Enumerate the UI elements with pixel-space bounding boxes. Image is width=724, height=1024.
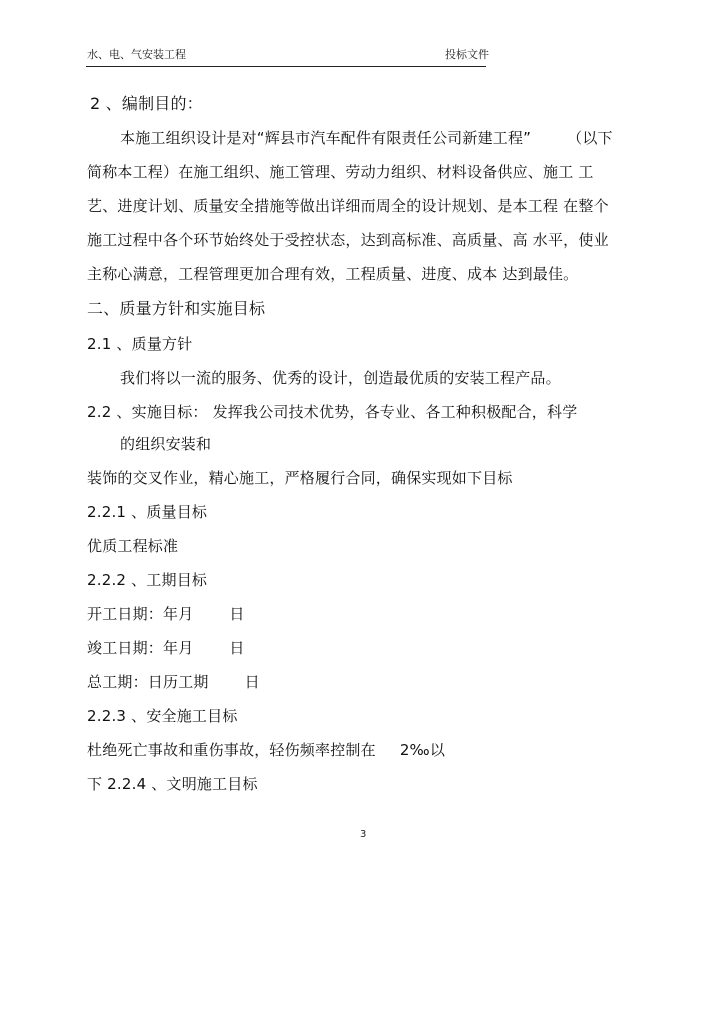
total-duration-label: 总工期：日历工期	[87, 673, 209, 691]
subsection-2-2-3-title: 2.2.3 、安全施工目标	[87, 707, 238, 725]
completion-date-label: 竣工日期：年月	[87, 639, 194, 657]
purpose-paragraph-line-3: 艺、进度计划、质量安全措施等做出详细而周全的设计规划、是本工程 在整个	[87, 197, 609, 215]
start-date-day: 日	[229, 605, 245, 623]
purpose-paragraph-line-4: 施工过程中各个环节始终处于受控状态，达到高标准、高质量、高 水平，使业	[87, 231, 609, 249]
completion-date-line	[87, 638, 245, 658]
purpose-line-1-end: （以下	[567, 129, 613, 147]
quality-goal-text: 优质工程标准	[87, 537, 179, 555]
total-duration-day: 日	[244, 673, 260, 691]
subsection-2-1-title: 2.1 、质量方针	[87, 335, 193, 353]
subsection-2-2-2-title: 2.2.2 、工期目标	[87, 571, 208, 589]
safety-target-line	[87, 740, 445, 760]
header-document-type: 投标文件	[445, 48, 489, 61]
purpose-paragraph-line-2: 简称本工程）在施工组织、施工管理、劳动力组织、材料设备供应、施工 工	[87, 163, 594, 181]
section-2-title: 2 、编制目的：	[90, 94, 203, 113]
header-project-name: 水、电、气安装工程	[87, 48, 186, 61]
section-two-title: 二、质量方针和实施目标	[87, 299, 266, 318]
purpose-paragraph-line-1	[120, 128, 613, 148]
page-number: 3	[360, 829, 367, 840]
safety-target-text: 杜绝死亡事故和重伤事故，轻伤频率控制在	[87, 741, 376, 759]
subsection-2-2-continuation: 的组织安装和	[120, 435, 212, 453]
start-date-line	[87, 604, 245, 624]
purpose-paragraph-line-5: 主称心满意，工程管理更加合理有效，工程质量、进度、成本 达到最佳。	[87, 265, 579, 283]
safety-target-rate: 2‰以	[399, 741, 446, 759]
start-date-label: 开工日期：年月	[87, 605, 194, 623]
completion-date-day: 日	[229, 639, 245, 657]
total-duration-line	[87, 672, 260, 692]
safety-continuation-line: 下 2.2.4 、文明施工目标	[87, 775, 258, 793]
decoration-coordination-line: 装饰的交叉作业，精心施工，严格履行合同，确保实现如下目标	[87, 469, 513, 487]
purpose-line-1-main: 本施工组织设计是对“辉县市汽车配件有限责任公司新建工程”	[120, 129, 532, 147]
quality-policy-text: 我们将以一流的服务、优秀的设计，创造最优质的安装工程产品。	[120, 369, 561, 387]
header-rule	[86, 66, 486, 67]
subsection-2-2-1-title: 2.2.1 、质量目标	[87, 503, 208, 521]
subsection-2-2-line: 2.2 、实施目标： 发挥我公司技术优势，各专业、各工种积极配合，科学	[87, 403, 578, 421]
